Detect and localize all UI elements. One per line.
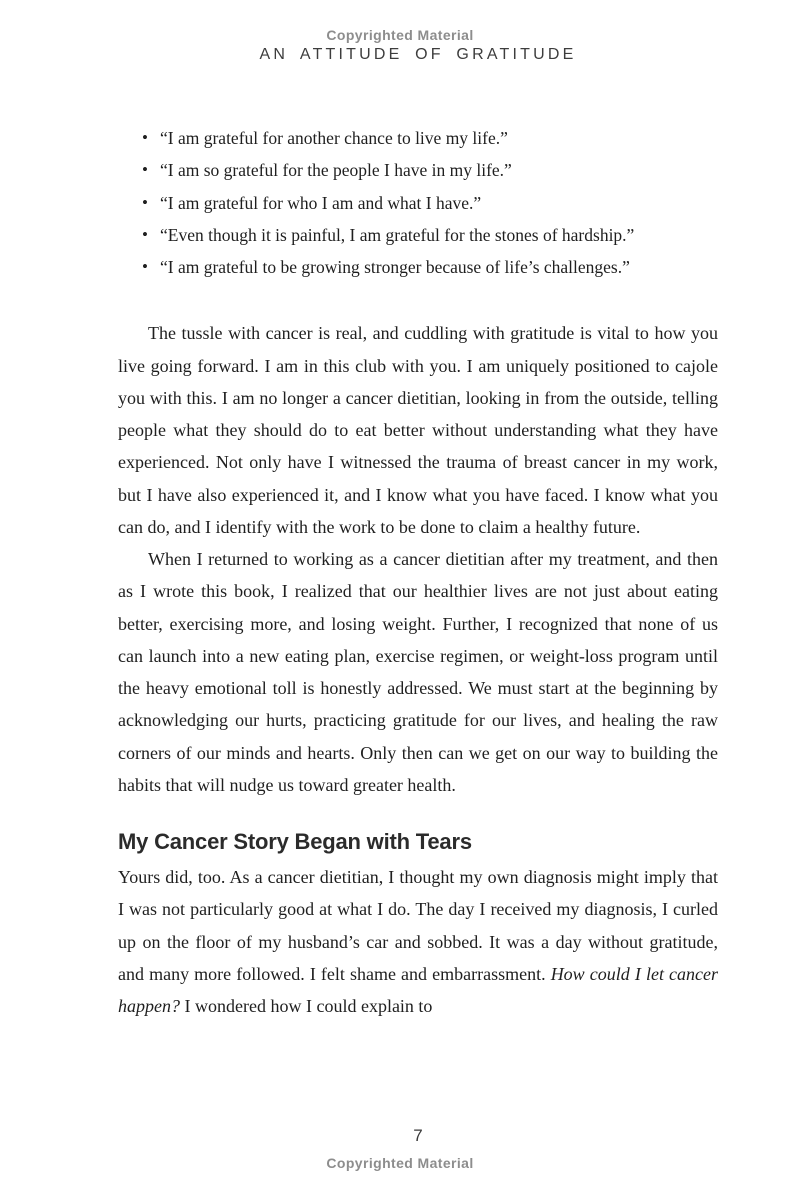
quote-text: “Even though it is painful, I am grateful for the stones of hardship.” (160, 224, 635, 245)
text-column (118, 0, 718, 1022)
bullet-icon: • (142, 257, 148, 276)
closing-paragraph-end: I wondered how I could explain to (180, 996, 433, 1016)
list-item (118, 219, 718, 251)
quote-text: “I am grateful for another chance to live my life.” (160, 128, 508, 148)
copyright-notice-bottom: Copyrighted Material (326, 1155, 474, 1171)
copyright-notice-top: Copyrighted Material (326, 27, 474, 43)
list-item (118, 251, 718, 283)
bullet-icon: • (142, 128, 148, 147)
page-number: 7 (413, 1126, 423, 1145)
closing-paragraph (118, 861, 718, 1022)
bullet-icon: • (142, 160, 148, 180)
list-item (118, 187, 718, 219)
quote-text: “I am grateful for who I am and what I have.” (160, 192, 482, 213)
list-item (118, 154, 718, 186)
closing-paragraph-italic-question: How could I let cancer happen? (118, 963, 719, 1016)
bullet-icon: • (142, 192, 148, 212)
bullet-icon: • (142, 224, 148, 244)
paragraph-tussle-with-cancer: The tussle with cancer is real, and cuddling with gratitude is vital to how you live going forward. I am in this club with you. I am uniquely positioned to cajole you with this. I am no longer a cancer dietitian, looking in from the outside, telling people what they should do to eat better without understanding what they have experienced. Not only have I witnessed the trauma of breast cancer in my work, but I have also experienced it, and I know what you have faced. I know what you can do, and I identify with the work to be done to claim a healthy future. (118, 323, 718, 537)
closing-paragraph-start: Yours did, too. As a cancer dietitian, I thought my own diagnosis might imply that I was not particularly good at what I do. The day I received my diagnosis, I curled up on the floor of my husband’s car and sobbed. It was a day without gratitude, and many more followed. I felt shame and embarrassment. (118, 867, 718, 984)
paragraph-returned-to-working: When I returned to working as a cancer dietitian after my treatment, and then as I wrote this book, I realized that our healthier lives are not just about eating better, exercising more, and losing weight. Further, I recognized that none of us can launch into a new eating plan, exercise regimen, or weight-loss program until the heavy emotional toll is honestly addressed. We must start at the beginning by acknowledging our hurts, practicing gratitude for our lives, and healing the raw corners of our minds and hearts. Only then can we get on our way to building the habits that will nudge us toward greater health. (118, 549, 718, 795)
quote-text: “I am so grateful for the people I have in my life.” (160, 160, 512, 181)
running-head: AN ATTITUDE OF GRATITUDE (259, 46, 577, 63)
gratitude-quote-list (118, 122, 718, 283)
quote-text: “I am grateful to be growing stronger because of life’s challenges.” (160, 257, 630, 277)
list-item (118, 122, 718, 154)
section-heading: My Cancer Story Began with Tears (118, 829, 472, 854)
